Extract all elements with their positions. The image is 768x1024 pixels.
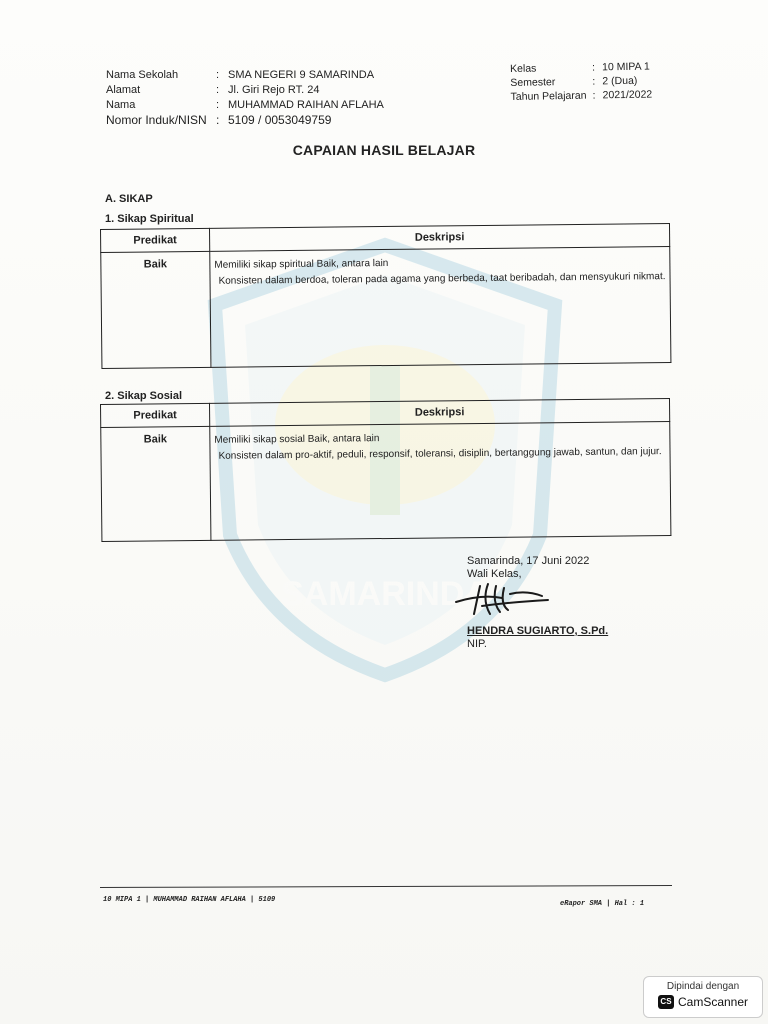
spiritual-desc-line1: Memiliki sikap spiritual Baik, antara lain [214, 257, 389, 271]
spiritual-deskripsi [210, 247, 671, 368]
semester-label: Semester [510, 76, 556, 89]
separator: : [216, 69, 220, 81]
separator: : [592, 75, 596, 88]
class-value: 10 MIPA 1 [602, 60, 650, 74]
camscanner-logo-icon: CS [658, 995, 674, 1009]
student-id-value: 5109 / 0053049759 [228, 113, 332, 127]
table-row [101, 422, 671, 542]
student-name-row [106, 98, 384, 113]
teacher-name: HENDRA SUGIARTO, S.Pd. [467, 625, 609, 637]
footer-student-info: 10 MIPA 1 | MUHAMMAD RAIHAN AFLAHA | 5109 [103, 896, 276, 904]
footer-divider [100, 885, 672, 888]
camscanner-brand-row [644, 995, 762, 1009]
spiritual-table [100, 223, 671, 369]
sign-role: Wali Kelas, [467, 568, 522, 580]
social-desc-line2: Konsisten dalam pro-aktif, peduli, responsif, toleransi, disiplin, bertanggung jawab, santun, dan jujur. [218, 446, 662, 462]
address-label: Alamat [106, 84, 141, 96]
student-name-value: MUHAMMAD RAIHAN AFLAHA [228, 99, 384, 111]
social-heading: 2. Sikap Sosial [105, 390, 183, 402]
camscanner-caption: Dipindai dengan [666, 981, 740, 992]
address-value: Jl. Giri Rejo RT. 24 [228, 84, 320, 96]
signature-block [467, 555, 608, 651]
student-id-label: Nomor Induk/NISN [106, 113, 207, 127]
spiritual-heading: 1. Sikap Spiritual [105, 213, 194, 225]
social-predikat: Baik [101, 426, 211, 541]
school-name-value: SMA NEGERI 9 SAMARINDA [228, 69, 375, 81]
social-table-wrap [100, 398, 671, 542]
predikat-header: Predikat [101, 403, 210, 427]
semester-value: 2 (Dua) [602, 74, 638, 88]
teacher-nip: NIP. [467, 638, 487, 650]
student-id-row [106, 113, 384, 128]
spiritual-predikat: Baik [101, 251, 211, 368]
class-label: Kelas [510, 62, 537, 75]
student-info [106, 68, 384, 128]
page-title: CAPAIAN HASIL BELAJAR [292, 142, 476, 158]
spiritual-desc-line2: Konsisten dalam berdoa, toleran pada agama yang berbeda, taat beribadah, dan mensyukuri nikmat. [218, 271, 666, 287]
camscanner-brand: CamScanner [677, 995, 749, 1009]
sign-place-date: Samarinda, 17 Juni 2022 [467, 555, 590, 567]
academic-year-value: 2021/2022 [602, 88, 653, 102]
academic-year-row [510, 88, 652, 104]
separator: : [216, 99, 220, 111]
class-info [510, 60, 652, 104]
address-row [106, 83, 384, 98]
separator: : [216, 113, 220, 127]
social-deskripsi [210, 422, 671, 541]
separator: : [592, 89, 596, 102]
spiritual-table-wrap [100, 223, 671, 369]
footer-page-info: eRapor SMA | Hal : 1 [560, 900, 645, 908]
school-name-label: Nama Sekolah [106, 69, 179, 81]
separator: : [216, 84, 220, 96]
social-table [100, 398, 671, 542]
deskripsi-header: Deskripsi [209, 399, 669, 427]
deskripsi-header: Deskripsi [209, 224, 669, 252]
table-row [101, 247, 671, 369]
watermark-text: SAMARINDA [281, 575, 489, 613]
separator: : [592, 61, 596, 74]
section-a-heading: A. SIKAP [105, 193, 153, 205]
camscanner-badge [643, 976, 763, 1018]
academic-year-label: Tahun Pelajaran [510, 89, 587, 103]
student-name-label: Nama [106, 99, 136, 111]
school-name-row [106, 68, 384, 83]
social-desc-line1: Memiliki sikap sosial Baik, antara lain [214, 433, 380, 446]
predikat-header: Predikat [101, 228, 210, 252]
